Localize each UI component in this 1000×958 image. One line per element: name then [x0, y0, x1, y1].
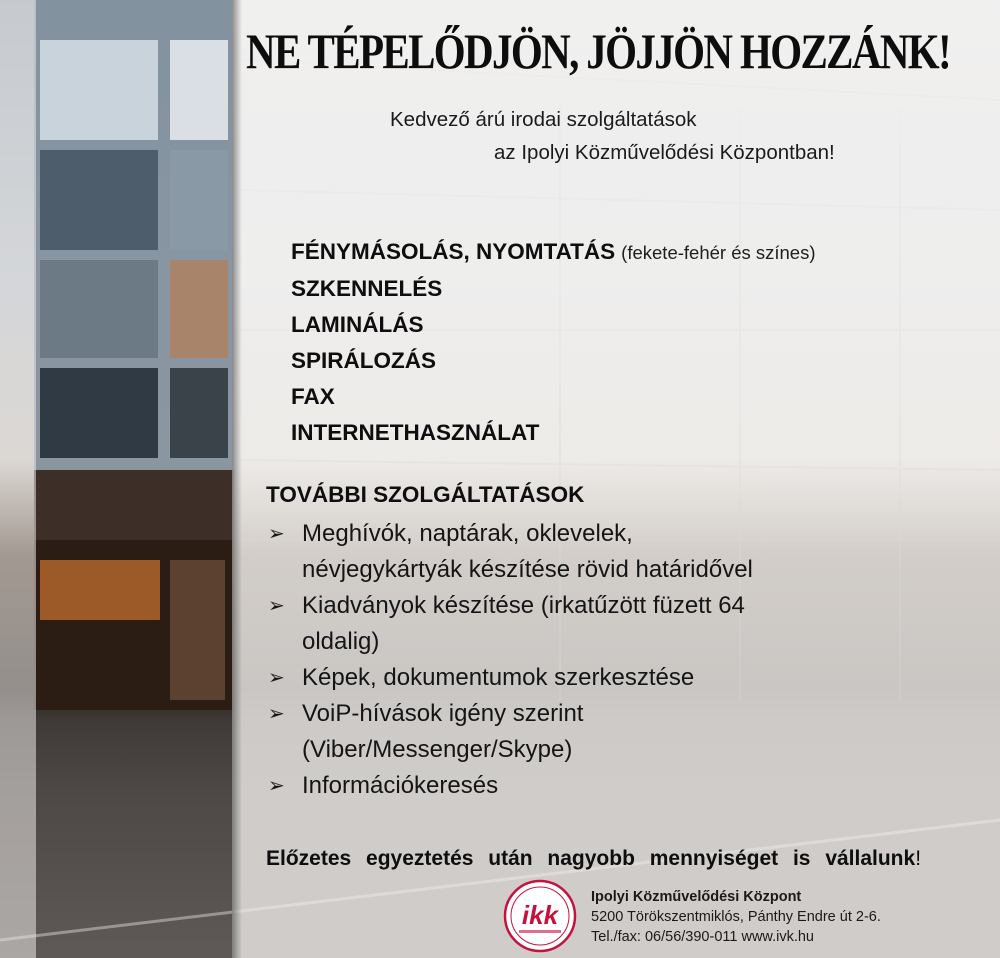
contact-phone-web: Tel./fax: 06/56/390-011 www.ivk.hu — [591, 929, 814, 945]
column-divider — [232, 0, 242, 958]
closing-note — [266, 842, 926, 875]
arrow-bullet-icon: ➢ — [268, 703, 285, 725]
arrow-bullet-icon: ➢ — [268, 523, 285, 545]
service-note: (fekete-fehér és színes) — [621, 242, 816, 263]
contact-organization: Ipolyi Közművelődési Központ — [591, 889, 802, 905]
service-label: FÉNYMÁSOLÁS, NYOMTATÁS — [291, 239, 616, 264]
more-service-line: Meghívók, naptárak, oklevelek, — [302, 520, 633, 547]
arrow-bullet-icon: ➢ — [268, 667, 285, 689]
closing-text: Előzetes egyeztetés után nagyobb mennyiséget is vállalunk — [266, 847, 916, 870]
more-services-title: TOVÁBBI SZOLGÁLTATÁSOK — [266, 482, 585, 507]
contact-block — [591, 887, 881, 947]
contact-address: 5200 Törökszentmiklós, Pánthy Endre út 2-6. — [591, 909, 881, 925]
service-label: INTERNETHASZNÁLAT — [291, 420, 540, 445]
service-label: SZKENNELÉS — [291, 276, 443, 301]
service-label: FAX — [291, 384, 335, 409]
more-service-line: oldalig) — [302, 628, 380, 655]
service-label: SPIRÁLOZÁS — [291, 348, 437, 373]
service-item — [291, 379, 816, 415]
more-service-line: Képek, dokumentumok szerkesztése — [302, 664, 695, 691]
subheadline-line-2: az Ipolyi Közművelődési Központban! — [494, 141, 835, 164]
more-service-item — [268, 588, 968, 660]
more-service-line: Kiadványok készítése (irkatűzött füzett 64 — [302, 592, 745, 619]
more-service-line: névjegykártyák készítése rövid határidővel — [302, 556, 753, 583]
service-item — [291, 271, 816, 307]
more-service-item — [268, 768, 968, 804]
arrow-bullet-icon: ➢ — [268, 775, 285, 797]
background-left-wash — [0, 0, 36, 958]
closing-exclamation: ! — [915, 847, 922, 870]
service-item — [291, 234, 816, 271]
more-service-line: Információkeresés — [302, 772, 499, 799]
more-service-item — [268, 660, 968, 696]
more-services-list — [268, 516, 968, 804]
more-service-line: (Viber/Messenger/Skype) — [302, 736, 573, 763]
service-item — [291, 307, 816, 343]
more-service-item — [268, 516, 968, 588]
svg-text:ikk: ikk — [521, 900, 559, 930]
ikk-logo-icon — [503, 879, 577, 953]
services-list — [291, 234, 816, 451]
arrow-bullet-icon: ➢ — [268, 595, 285, 617]
more-service-line: VoiP-hívások igény szerint — [302, 700, 584, 727]
service-item — [291, 343, 816, 379]
more-service-item — [268, 696, 968, 768]
service-item — [291, 415, 816, 451]
subheadline-line-1: Kedvező árú irodai szolgáltatások — [390, 108, 697, 131]
service-label: LAMINÁLÁS — [291, 312, 424, 337]
headline: NE TÉPELŐDJÖN, JÖJJÖN HOZZÁNK! — [246, 23, 951, 79]
